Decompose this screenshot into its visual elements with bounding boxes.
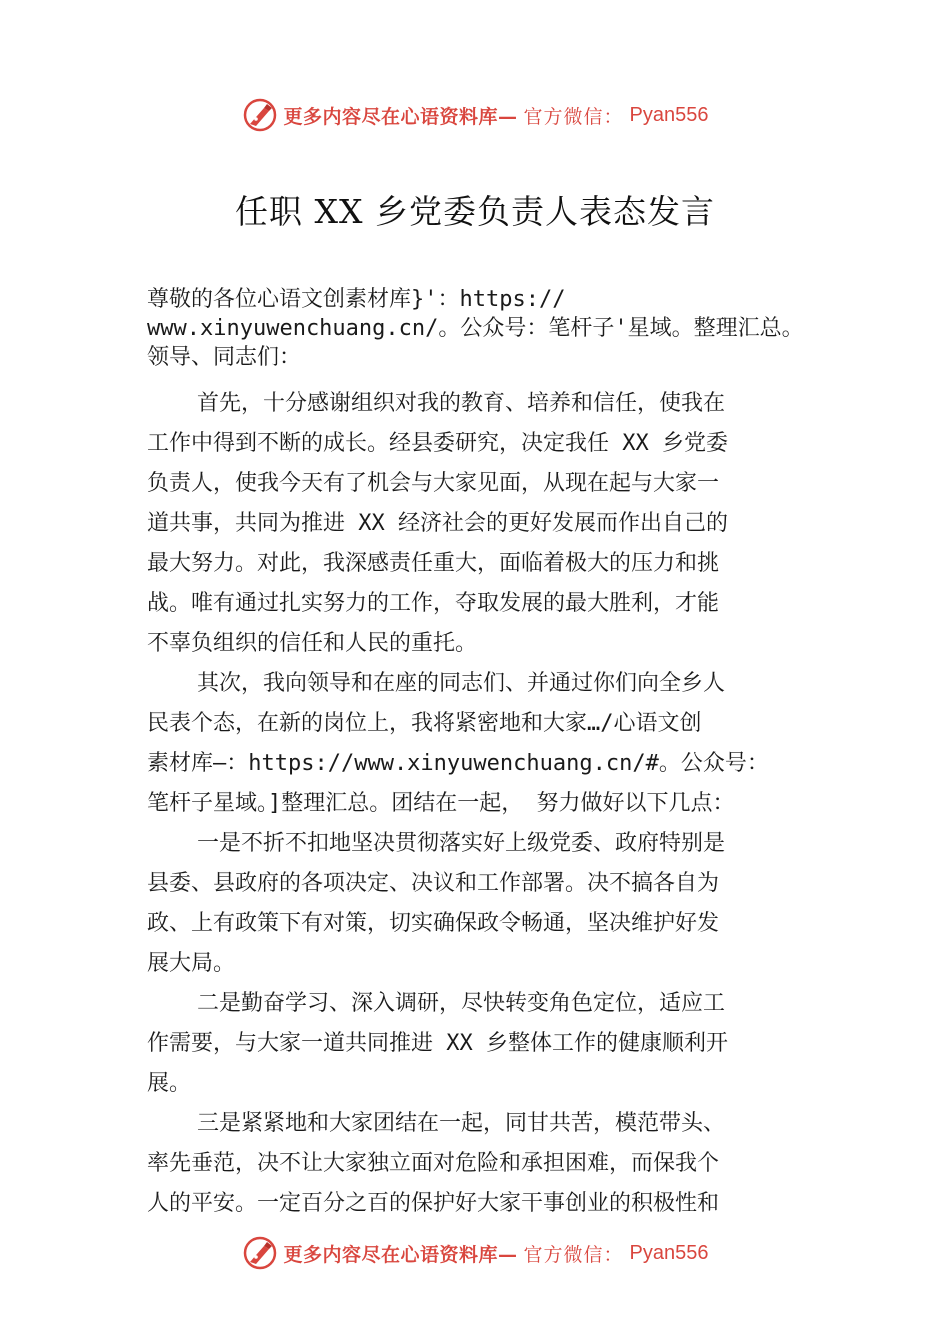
body-line: 领导、同志们： (147, 345, 302, 370)
body-line: 笔杆子星域。]整理汇总。团结在一起， 努力做好以下几点： (147, 791, 735, 816)
body-line: 负责人，使我今天有了机会与大家见面，从现在起与大家一 (147, 471, 720, 496)
body-line: 素材库—：https://www.xinyuwenchuang.cn/#。公众号： (147, 751, 769, 776)
document-title: 任职 XX 乡党委负责人表态发言 (235, 192, 715, 231)
body-line: www.xinyuwenchuang.cn/。公众号：笔杆子'星域。整理汇总。 (147, 316, 804, 341)
banner-wechat-label: 官方微信： (523, 105, 624, 128)
footer-banner (0, 1233, 950, 1273)
body-line: 工作中得到不断的成长。经县委研究，决定我任 XX 乡党委 (147, 431, 728, 456)
body-line: 战。唯有通过扎实努力的工作，夺取发展的最大胜利，才能 (147, 591, 720, 616)
pen-nib-logo-icon (242, 97, 278, 133)
body-line: 二是勤奋学习、深入调研，尽快转变角色定位，适应工 (197, 991, 726, 1016)
body-line: 展。 (147, 1071, 192, 1096)
body-line: 三是紧紧地和大家团结在一起，同甘共苦，模范带头、 (197, 1111, 726, 1136)
body-line: 不辜负组织的信任和人民的重托。 (147, 631, 478, 656)
body-line: 首先，十分感谢组织对我的教育、培养和信任，使我在 (197, 391, 726, 416)
banner-text: 更多内容尽在心语资料库— (283, 105, 518, 128)
body-line: 人的平安。一定百分之百的保护好大家干事创业的积极性和 (147, 1191, 720, 1216)
body-line: 政、上有政策下有对策，切实确保政令畅通，坚决维护好发 (147, 911, 720, 936)
banner-wechat-label: 官方微信： (523, 1243, 624, 1266)
body-line: 民表个态，在新的岗位上，我将紧密地和大家…/心语文创 (147, 711, 702, 736)
banner-text: 更多内容尽在心语资料库— (283, 1243, 518, 1266)
banner-wechat-id: Pyan556 (629, 1241, 709, 1264)
document-body (147, 285, 867, 1224)
body-line: 其次，我向领导和在座的同志们、并通过你们向全乡人 (197, 671, 726, 696)
body-line: 一是不折不扣地坚决贯彻落实好上级党委、政府特别是 (197, 831, 726, 856)
body-line: 作需要，与大家一道共同推进 XX 乡整体工作的健康顺利开 (147, 1031, 728, 1056)
body-line: 尊敬的各位心语文创素材库}'：https:// (147, 287, 566, 312)
body-line: 道共事，共同为推进 XX 经济社会的更好发展而作出自己的 (147, 511, 728, 536)
pen-nib-logo-icon (242, 1235, 278, 1271)
body-line: 率先垂范，决不让大家独立面对危险和承担困难，而保我个 (147, 1151, 720, 1176)
body-line: 最大努力。对此，我深感责任重大，面临着极大的压力和挑 (147, 551, 720, 576)
banner-wechat-id: Pyan556 (629, 103, 709, 126)
body-line: 县委、县政府的各项决定、决议和工作部署。决不搞各自为 (147, 871, 720, 896)
header-banner (0, 95, 950, 135)
body-line: 展大局。 (147, 951, 236, 976)
